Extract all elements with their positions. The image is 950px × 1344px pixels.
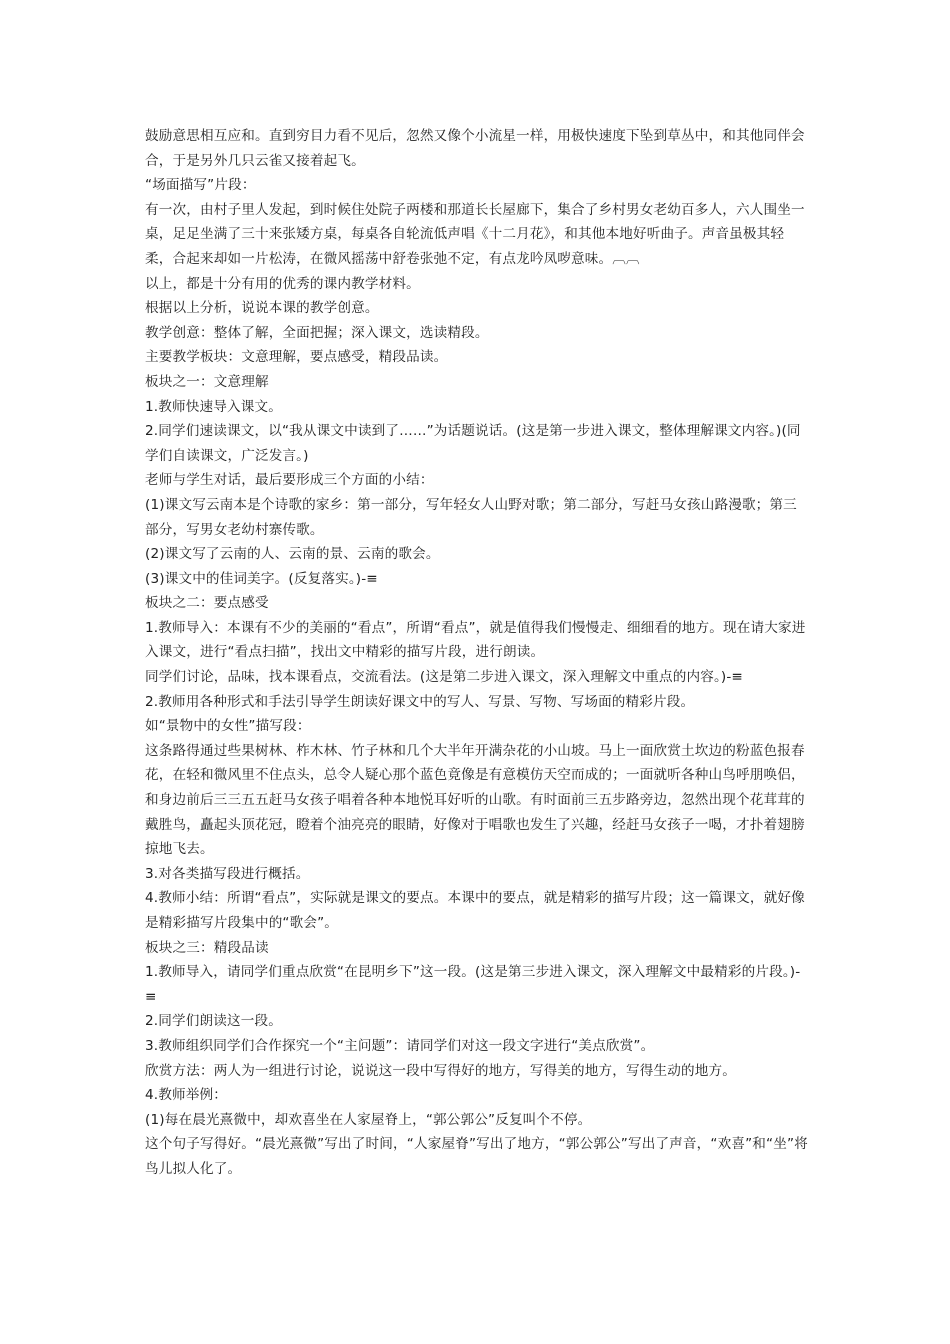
section-heading: 板块之一：文意理解 xyxy=(145,373,269,390)
document-page xyxy=(145,124,810,1182)
paragraph: 1.教师导入：本课有不少的美丽的“看点”，所谓“看点”，就是值得我们慢慢走、细细看的地方。现在请大家进入课文，进行“看点扫描”，找出文中精彩的描写片段，进行朗读。 xyxy=(145,619,806,661)
paragraph: 以上，都是十分有用的优秀的课内教学材料。 xyxy=(145,275,420,292)
paragraph: (1)每在晨光熹微中，却欢喜坐在人家屋脊上，“郭公郭公”反复叫个不停。 xyxy=(145,1111,592,1128)
paragraph: 1.教师导入，请同学们重点欣赏“在昆明乡下”这一段。(这是第三步进入课文，深入理解文中最精彩的片段。)-≡ xyxy=(145,964,801,1005)
paragraph: 教学创意：整体了解，全面把握；深入课文，选读精段。 xyxy=(145,324,489,341)
paragraph: 1.教师快速导入课文。 xyxy=(145,398,282,415)
paragraph: 老师与学生对话，最后要形成三个方面的小结： xyxy=(145,472,434,489)
paragraph: 2.同学们朗读这一段。 xyxy=(145,1013,282,1030)
paragraph: 鼓励意思相互应和。直到穷目力看不见后，忽然又像个小流星一样，用极快速度下坠到草丛中，和其他同伴会合，于是另外几只云雀又接着起飞。 xyxy=(145,128,805,169)
section-heading: 板块之三：精段品读 xyxy=(145,939,269,956)
paragraph: 这条路得通过些果树林、柞木林、竹子林和几个大半年开满杂花的小山坡。马上一面欣赏土坎边的粉蓝色报春花，在轻和微风里不住点头，总令人疑心那个蓝色竟像是有意模仿天空而成的；一面就听各种山鸟呼朋唤侣，和身边前后三三五五赶马女孩子唱着各种本地悦耳好听的山歌。有时面前三五步路旁边，忽然出现个花茸茸的戴胜鸟，矗起头顶花冠，瞪着个油亮亮的眼睛，好像对于唱歌也发生了兴趣，经赶马女孩子一喝，才扑着翅膀掠地飞去。 xyxy=(145,742,805,858)
paragraph: “场面描写”片段： xyxy=(145,177,256,194)
paragraph: 4.教师举例： xyxy=(145,1087,227,1104)
paragraph: 欣赏方法：两人为一组进行讨论，说说这一段中写得好的地方，写得美的地方，写得生动的地方。 xyxy=(145,1062,736,1079)
paragraph: (3)课文中的佳词美字。(反复落实。)-≡ xyxy=(145,570,378,587)
paragraph: 主要教学板块：文意理解，要点感受，精段品读。 xyxy=(145,349,448,366)
paragraph: 根据以上分析，说说本课的教学创意。 xyxy=(145,300,379,317)
paragraph: 3.教师组织同学们合作探究一个“主问题”：请同学们对这一段文字进行“美点欣赏”。 xyxy=(145,1037,655,1054)
paragraph: 如“景物中的女性”描写段： xyxy=(145,718,311,735)
paragraph: 3.对各类描写段进行概括。 xyxy=(145,865,310,882)
paragraph: 这个句子写得好。“晨光熹微”写出了时间，“人家屋脊”写出了地方，“郭公郭公”写出了声音，“欢喜”和“坐”将鸟儿拟人化了。 xyxy=(145,1136,808,1177)
paragraph: 2.教师用各种形式和手法引导学生朗读好课文中的写人、写景、写物、写场面的精彩片段。 xyxy=(145,693,695,710)
paragraph: (2)课文写了云南的人、云南的景、云南的歌会。 xyxy=(145,546,440,563)
paragraph: 4.教师小结：所谓“看点”，实际就是课文的要点。本课中的要点，就是精彩的描写片段；这一篇课文，就好像是精彩描写片段集中的“歌会”。 xyxy=(145,890,805,931)
paragraph: 有一次，由村子里人发起，到时候住处院子两楼和那道长长屋廊下，集合了乡村男女老幼百多人，六人围坐一桌，足足坐满了三十来张矮方桌，每桌各自轮流低声唱《十二月花》，和其他本地好听曲子。声音虽极其轻柔，合起来却如一片松涛，在微风摇荡中舒卷张弛不定，有点龙吟凤哕意味。︹︹ xyxy=(145,201,805,267)
paragraph: (1)课文写云南本是个诗歌的家乡：第一部分，写年轻女人山野对歌；第二部分，写赶马女孩山路漫歌；第三部分，写男女老幼村寨传歌。 xyxy=(145,496,797,538)
paragraph: 2.同学们速读课文，以“我从课文中读到了……”为话题说话。(这是第一步进入课文，整体理解课文内容。)(同学们自读课文，广泛发言。) xyxy=(145,423,801,464)
paragraph: 同学们讨论，品味，找本课看点，交流看法。(这是第二步进入课文，深入理解文中重点的内容。)-≡ xyxy=(145,669,743,686)
section-heading: 板块之二：要点感受 xyxy=(145,595,269,612)
